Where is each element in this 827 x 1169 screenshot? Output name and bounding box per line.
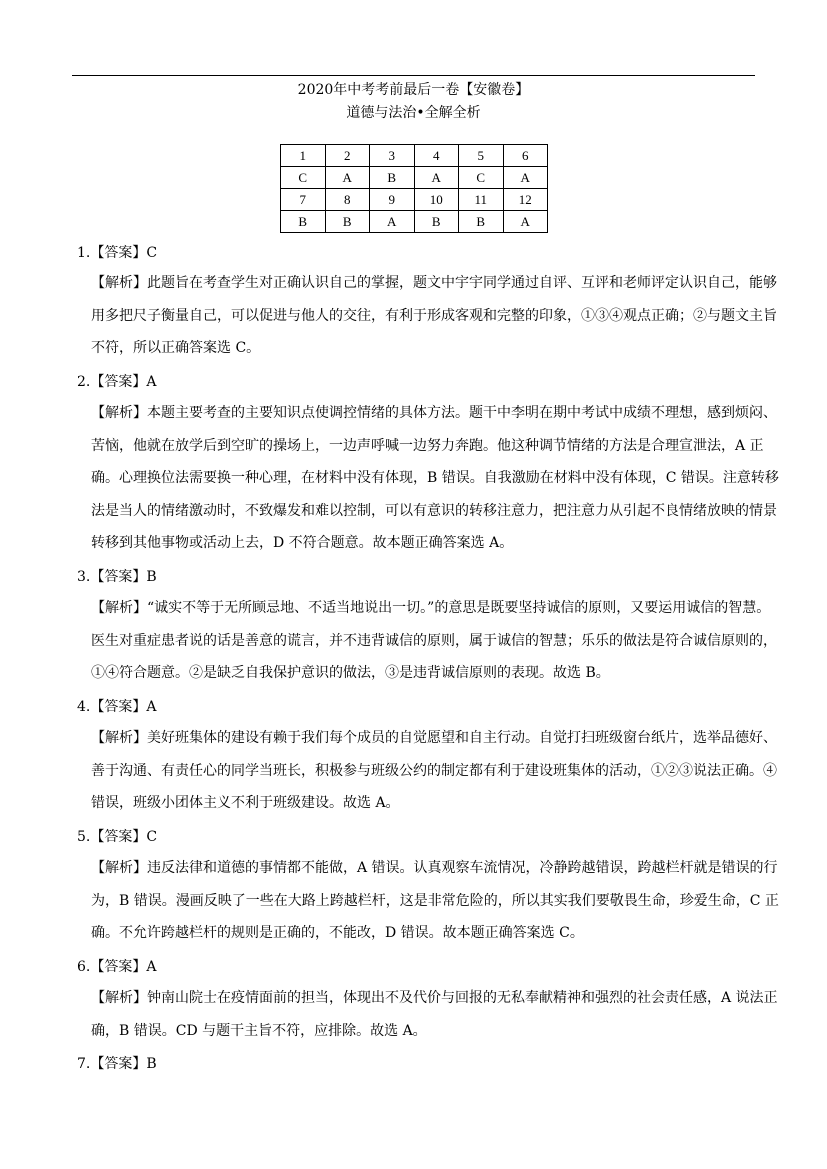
table-cell: 6 (503, 145, 548, 167)
answer-line-1: 1.【答案】C (77, 245, 158, 261)
table-cell: C (459, 167, 504, 189)
table-cell: B (325, 211, 370, 233)
answer-line-5: 5.【答案】C (77, 829, 158, 845)
table-cell: A (325, 167, 370, 189)
answer-line-3: 3.【答案】B (77, 569, 157, 585)
analysis-paragraph-6: 【解析】钟南山院士在疫情面前的担当，体现出不及代价与回报的无私奉献精神和强烈的社会责任感，A 说法正确，B 错误。CD 与题干主旨不符，应排除。故选 A。 (91, 990, 778, 1039)
table-cell: 8 (325, 189, 370, 211)
table-cell: 4 (414, 145, 459, 167)
table-cell: 11 (459, 189, 504, 211)
table-cell: B (281, 211, 326, 233)
table-cell: 3 (370, 145, 415, 167)
analysis-paragraph-3: 【解析】“诚实不等于无所顾忌地、不适当地说出一切。”的意思是既要坚持诚信的原则，又要运用诚信的智慧。医生对重症患者说的话是善意的谎言，并不违背诚信的原则，属于诚信的智慧；乐乐的做法是符合诚信原则的，①④符合题意。②是缺乏自我保护意识的做法，③是违背诚信原则的表现。故选 B。 (91, 600, 777, 681)
table-cell: 10 (414, 189, 459, 211)
document-title: 2020年中考考前最后一卷【安徽卷】 (297, 82, 530, 98)
table-cell: A (503, 211, 548, 233)
analysis-paragraph-5: 【解析】违反法律和道德的事情都不能做，A 错误。认真观察车流情况，冷静跨越错误，跨越栏杆就是错误的行为，B 错误。漫画反映了一些在大路上跨越栏杆，这是非常危险的，所以其实我们要敬畏生命，珍爱生命，C 正确。不允许跨越栏杆的规则是正确的，不能改，D 错误。故本题正确答案选 C。 (91, 860, 779, 941)
answer-line-6: 6.【答案】A (77, 959, 157, 975)
header-rule (72, 75, 755, 76)
table-cell: A (370, 211, 415, 233)
table-cell: 9 (370, 189, 415, 211)
table-row (281, 189, 548, 211)
table-row (281, 167, 548, 189)
document-subtitle: 道德与法治•全解全析 (346, 105, 481, 121)
table-cell: B (414, 211, 459, 233)
analysis-paragraph-2: 【解析】本题主要考查的主要知识点使调控情绪的具体方法。题干中李明在期中考试中成绩不理想，感到烦闷、苦恼，他就在放学后到空旷的操场上，一边声呼喊一边努力奔跑。他这种调节情绪的方法是合理宣泄法，A 正确。心理换位法需要换一种心理，在材料中没有体现，B 错误。自我激励在材料中没有体现，C 错误。注意转移法是当人的情绪激动时，不致爆发和难以控制，可以有意识的转移注意力，把注意力从引起不良情绪放映的情景转移到其他事物或活动上去，D 不符合题意。故本题正确答案选 A。 (91, 405, 779, 551)
table-cell: 7 (281, 189, 326, 211)
table-row (281, 145, 548, 167)
table-cell: 5 (459, 145, 504, 167)
table-cell: 12 (503, 189, 548, 211)
table-cell: C (281, 167, 326, 189)
answer-line-7: 7.【答案】B (77, 1056, 157, 1072)
analysis-paragraph-1: 【解析】此题旨在考查学生对正确认识自己的掌握，题文中宇宇同学通过自评、互评和老师评定认识自己，能够用多把尺子衡量自己，可以促进与他人的交往，有利于形成客观和完整的印象，①③④观点正确；②与题文主旨不符，所以正确答案选 C。 (91, 275, 777, 356)
answer-line-2: 2.【答案】A (77, 374, 157, 390)
table-cell: 1 (281, 145, 326, 167)
table-cell: A (503, 167, 548, 189)
table-cell: B (459, 211, 504, 233)
table-cell: B (370, 167, 415, 189)
table-cell: A (414, 167, 459, 189)
table-cell: 2 (325, 145, 370, 167)
analysis-paragraph-4: 【解析】美好班集体的建设有赖于我们每个成员的自觉愿望和自主行动。自觉打扫班级窗台纸片，选举品德好、善于沟通、有责任心的同学当班长，积极参与班级公约的制定都有利于建设班集体的活动，①②③说法正确。④错误，班级小团体主义不利于班级建设。故选 A。 (91, 730, 777, 811)
answer-key-table (280, 144, 548, 233)
table-row (281, 211, 548, 233)
answer-line-4: 4.【答案】A (77, 699, 157, 715)
